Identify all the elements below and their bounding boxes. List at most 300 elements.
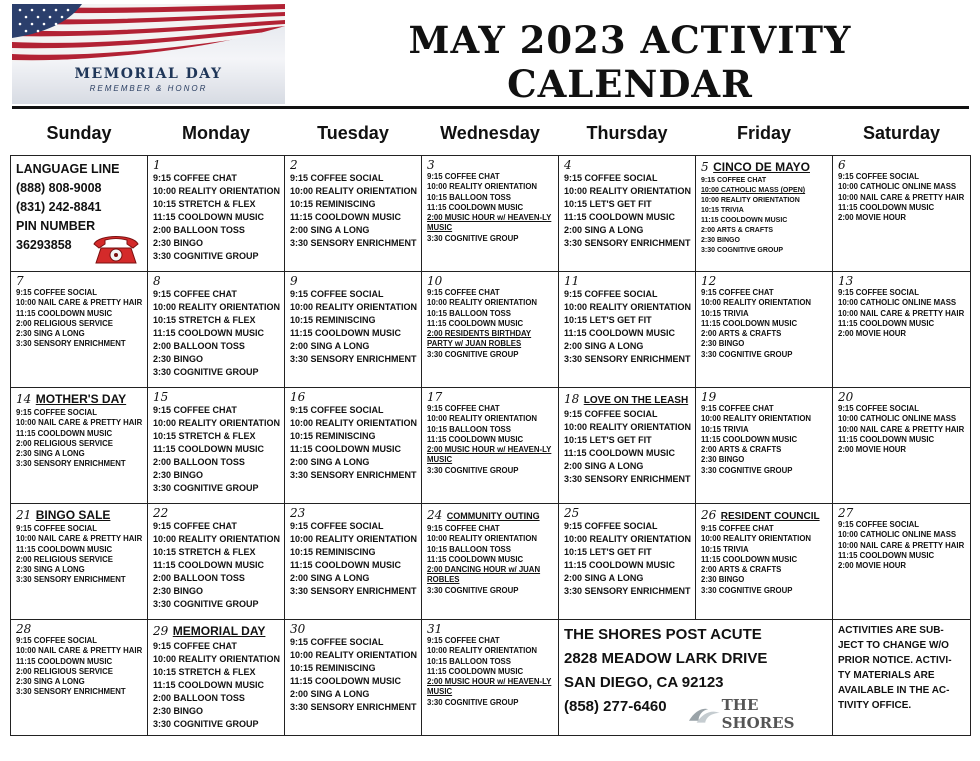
activity-item: 3:30 COGNITIVE GROUP	[427, 233, 519, 243]
activity-item: 9:15 COFFEE SOCIAL	[290, 289, 384, 299]
activity-item: 2:00 BALLOON TOSS	[153, 573, 245, 583]
activity-item: 2:00 BALLOON TOSS	[153, 341, 245, 351]
day-number: 15	[153, 390, 169, 404]
activity-item: 11:15 COOLDOWN MUSIC	[16, 544, 113, 554]
day-cell	[696, 156, 833, 272]
activity-item: 11:15 COOLDOWN MUSIC	[564, 328, 676, 338]
activity-item: 10:00 CATHOLIC MASS (OPEN)	[701, 187, 806, 194]
activity-item: 10:00 REALITY ORIENTATION	[564, 422, 692, 432]
activity-item: 2:00 SING A LONG	[564, 573, 644, 583]
day-cell	[285, 620, 422, 736]
special-event-title: CINCO DE MAYO	[713, 160, 810, 174]
day-cell	[696, 388, 833, 504]
activity-item: 11:15 COOLDOWN MUSIC	[153, 560, 265, 570]
day-header	[701, 506, 828, 524]
notice-text: PRIOR NOTICE. ACTIVI-	[838, 655, 952, 666]
day-cell	[422, 388, 559, 504]
activity-item: 11:15 COOLDOWN MUSIC	[701, 554, 798, 564]
activity-item: 9:15 COFFEE SOCIAL	[290, 173, 384, 183]
day-cell	[285, 156, 422, 272]
day-cell	[285, 504, 422, 620]
activity-item: 9:15 COFFEE SOCIAL	[564, 173, 658, 183]
activity-item: 10:00 NAIL CARE & PRETTY HAIR	[838, 192, 965, 202]
title-divider	[12, 106, 969, 109]
activity-item: 10:15 STRETCH & FLEX	[153, 199, 256, 209]
activity-item: 10:00 REALITY ORIENTATION	[701, 534, 812, 544]
activity-item: 2:00 ARTS & CRAFTS	[701, 445, 782, 455]
day-header	[427, 506, 554, 524]
activity-item: 11:15 COOLDOWN MUSIC	[16, 656, 113, 666]
activity-item: 10:00 REALITY ORIENTATION	[153, 418, 281, 428]
activity-item: 10:15 TRIVIA	[701, 544, 749, 554]
activity-item: 11:15 COOLDOWN MUSIC	[290, 444, 402, 454]
activity-item: 2:00 BALLOON TOSS	[153, 693, 245, 703]
activity-item: 10:00 REALITY ORIENTATION	[290, 186, 418, 196]
day-cell	[422, 504, 559, 620]
banner-subtitle: REMEMBER & HONOR	[89, 84, 208, 93]
activity-item: 11:15 COOLDOWN MUSIC	[153, 444, 265, 454]
activity-item: 2:00 RELIGIOUS SERVICE	[16, 438, 113, 448]
day-cell	[559, 156, 696, 272]
activity-item: 10:15 REMINISCING	[290, 547, 376, 557]
phone-icon	[91, 232, 141, 266]
day-cell	[696, 504, 833, 620]
wave-logo-icon	[687, 701, 722, 727]
activity-item: 3:30 SENSORY ENRICHMENT	[564, 586, 691, 596]
day-number: 3	[427, 158, 435, 172]
day-number: 27	[838, 506, 854, 520]
activity-item: 9:15 COFFEE SOCIAL	[16, 408, 98, 417]
page-title: MAY 2023 ACTIVITY CALENDAR	[408, 18, 852, 106]
activity-item: 11:15 COOLDOWN MUSIC	[838, 434, 935, 444]
activity-item: 11:15 COOLDOWN MUSIC	[427, 434, 524, 444]
activity-item: 2:30 SING A LONG	[16, 329, 85, 339]
week-row	[11, 388, 971, 504]
activity-item: 3:30 SENSORY ENRICHMENT	[564, 354, 691, 364]
day-cell	[422, 620, 559, 736]
activity-item: 10:15 TRIVIA	[701, 308, 749, 318]
activity-item: 11:15 COOLDOWN MUSIC	[701, 217, 788, 224]
weekday-header-row	[11, 112, 971, 156]
day-cell	[148, 388, 285, 504]
activity-item: 2:00 MUSIC HOUR w/ HEAVEN-LY MUSIC	[427, 445, 552, 465]
language-line-phone-1: (888) 808-9008	[16, 181, 102, 195]
day-number: 13	[838, 274, 854, 288]
activity-item: 3:30 COGNITIVE GROUP	[427, 585, 519, 595]
day-cell	[148, 156, 285, 272]
activity-item: 3:30 SENSORY ENRICHMENT	[16, 575, 126, 585]
weekday-header: Monday	[181, 123, 250, 143]
activity-item: 9:15 COFFEE CHAT	[153, 173, 237, 183]
day-number: 12	[701, 274, 717, 288]
day-cell	[559, 504, 696, 620]
activity-item: 11:15 COOLDOWN MUSIC	[16, 308, 113, 318]
pin-number-label: PIN NUMBER	[16, 219, 96, 233]
activity-item: 10:00 CATHOLIC ONLINE MASS	[838, 182, 957, 192]
activity-item: 3:30 SENSORY ENRICHMENT	[290, 238, 417, 248]
activity-item: 9:15 COFFEE SOCIAL	[16, 288, 98, 297]
notice-text: ACTIVITIES ARE SUB-	[838, 625, 944, 636]
day-number: 4	[564, 158, 572, 172]
activity-item: 10:00 REALITY ORIENTATION	[701, 414, 812, 424]
activity-item: 10:00 NAIL CARE & PRETTY HAIR	[16, 298, 143, 308]
activity-item: 3:30 COGNITIVE GROUP	[701, 465, 793, 475]
day-cell	[148, 620, 285, 736]
activity-item: 2:00 SING A LONG	[564, 461, 644, 471]
activity-item: 10:00 REALITY ORIENTATION	[427, 646, 538, 656]
activity-item: 3:30 COGNITIVE GROUP	[427, 697, 519, 707]
activity-item: 3:30 SENSORY ENRICHMENT	[16, 459, 126, 469]
activity-item: 10:00 REALITY ORIENTATION	[290, 302, 418, 312]
activity-item: 10:00 REALITY ORIENTATION	[564, 534, 692, 544]
activity-item: 10:00 REALITY ORIENTATION	[153, 186, 281, 196]
activity-item: 10:15 REMINISCING	[290, 199, 376, 209]
activity-item: 10:00 REALITY ORIENTATION	[427, 534, 538, 544]
day-number: 31	[427, 622, 443, 636]
activity-item: 9:15 COFFEE SOCIAL	[564, 521, 658, 531]
activity-item: 3:30 SENSORY ENRICHMENT	[290, 470, 417, 480]
activity-item: 2:00 DANCING HOUR w/ JUAN ROBLES	[427, 565, 541, 585]
activity-item: 9:15 COFFEE SOCIAL	[838, 172, 920, 181]
day-cell	[11, 388, 148, 504]
activity-item: 10:00 REALITY ORIENTATION	[701, 197, 800, 204]
banner-title: MEMORIAL DAY	[74, 66, 223, 82]
activity-item: 2:00 SING A LONG	[290, 457, 370, 467]
day-header	[564, 390, 691, 408]
activity-item: 9:15 COFFEE SOCIAL	[290, 637, 384, 647]
weekday-header: Sunday	[46, 123, 112, 143]
calendar-grid	[10, 112, 971, 736]
activity-item: 2:00 RELIGIOUS SERVICE	[16, 666, 113, 676]
activity-item: 10:15 BALLOON TOSS	[427, 424, 511, 434]
activity-item: 2:00 ARTS & CRAFTS	[701, 565, 782, 575]
activity-item: 10:00 REALITY ORIENTATION	[290, 418, 418, 428]
special-event-title: MEMORIAL DAY	[172, 624, 266, 638]
activity-item: 2:00 SING A LONG	[564, 225, 644, 235]
activity-item: 10:15 STRETCH & FLEX	[153, 547, 256, 557]
special-event-title: RESIDENT COUNCIL	[720, 511, 820, 522]
activity-item: 10:00 NAIL CARE & PRETTY HAIR	[838, 424, 965, 434]
activity-item: 10:00 REALITY ORIENTATION	[153, 534, 281, 544]
activity-item: 11:15 COOLDOWN MUSIC	[16, 428, 113, 438]
day-number: 14	[16, 392, 32, 406]
week-row	[11, 620, 971, 736]
activity-item: 10:15 STRETCH & FLEX	[153, 315, 256, 325]
activity-item: 11:15 COOLDOWN MUSIC	[153, 212, 265, 222]
activity-item: 10:00 REALITY ORIENTATION	[427, 182, 538, 192]
activity-item: 2:00 RESIDENTS BIRTHDAY PARTY w/ JUAN ROBLES	[427, 329, 532, 349]
activity-item: 9:15 COFFEE SOCIAL	[16, 524, 98, 533]
activity-item: 2:30 BINGO	[153, 706, 204, 716]
activity-item: 10:00 REALITY ORIENTATION	[153, 654, 281, 664]
memorial-day-banner	[12, 4, 285, 104]
activity-item: 10:00 NAIL CARE & PRETTY HAIR	[16, 418, 143, 428]
activity-item: 9:15 COFFEE SOCIAL	[838, 404, 920, 413]
special-event-title: BINGO SALE	[35, 508, 111, 522]
activity-item: 3:30 SENSORY ENRICHMENT	[16, 687, 126, 697]
activity-item: 9:15 COFFEE CHAT	[153, 405, 237, 415]
activity-item: 2:00 BALLOON TOSS	[153, 457, 245, 467]
activity-item: 10:15 BALLOON TOSS	[427, 308, 511, 318]
facility-info-cell	[559, 620, 833, 736]
activity-item: 10:15 LET'S GET FIT	[564, 199, 652, 209]
week-row	[11, 156, 971, 272]
activity-item: 11:15 COOLDOWN MUSIC	[427, 554, 524, 564]
activity-item: 3:30 SENSORY ENRICHMENT	[290, 354, 417, 364]
day-header	[701, 158, 828, 176]
day-number: 5	[701, 160, 709, 174]
activity-item: 11:15 COOLDOWN MUSIC	[290, 676, 402, 686]
activity-item: 2:00 SING A LONG	[290, 573, 370, 583]
week-row	[11, 504, 971, 620]
day-cell	[422, 272, 559, 388]
day-cell	[11, 272, 148, 388]
activity-item: 10:00 REALITY ORIENTATION	[701, 298, 812, 308]
activity-item: 11:15 COOLDOWN MUSIC	[701, 318, 798, 328]
activity-item: 9:15 COFFEE SOCIAL	[290, 521, 384, 531]
activity-item: 9:15 COFFEE SOCIAL	[838, 520, 920, 529]
activity-item: 3:30 COGNITIVE GROUP	[153, 251, 259, 261]
activity-item: 2:00 MUSIC HOUR w/ HEAVEN-LY MUSIC	[427, 213, 552, 233]
activity-item: 2:30 BINGO	[701, 339, 745, 349]
activity-item: 10:00 NAIL CARE & PRETTY HAIR	[16, 646, 143, 656]
activity-item: 9:15 COFFEE CHAT	[153, 521, 237, 531]
activity-item: 10:15 BALLOON TOSS	[427, 544, 511, 554]
notice-cell	[833, 620, 971, 736]
day-number: 17	[427, 390, 443, 404]
activity-item: 9:15 COFFEE SOCIAL	[838, 288, 920, 297]
activity-item: 10:15 BALLOON TOSS	[427, 656, 511, 666]
weekday-header: Tuesday	[317, 123, 389, 143]
activity-item: 9:15 COFFEE CHAT	[701, 524, 774, 533]
day-cell	[559, 272, 696, 388]
activity-item: 2:30 BINGO	[153, 470, 204, 480]
activity-item: 3:30 COGNITIVE GROUP	[427, 349, 519, 359]
activity-item: 11:15 COOLDOWN MUSIC	[838, 202, 935, 212]
activity-item: 3:30 COGNITIVE GROUP	[153, 367, 259, 377]
day-header	[16, 506, 143, 524]
activity-item: 10:00 CATHOLIC ONLINE MASS	[838, 414, 957, 424]
activity-item: 2:30 SING A LONG	[16, 677, 85, 687]
notice-text: AVAILABLE IN THE AC-	[838, 685, 950, 696]
language-line-cell	[11, 156, 148, 272]
facility-street: 2828 MEADOW LARK DRIVE	[564, 650, 768, 667]
day-cell	[833, 388, 971, 504]
special-event-title: LOVE ON THE LEASH	[583, 395, 689, 406]
day-number: 18	[564, 392, 580, 406]
activity-item: 11:15 COOLDOWN MUSIC	[290, 328, 402, 338]
week-row	[11, 272, 971, 388]
activity-item: 10:15 BALLOON TOSS	[427, 192, 511, 202]
day-cell	[148, 504, 285, 620]
facility-name: THE SHORES POST ACUTE	[564, 626, 762, 643]
activity-item: 11:15 COOLDOWN MUSIC	[153, 328, 265, 338]
activity-item: 2:00 BALLOON TOSS	[153, 225, 245, 235]
activity-item: 11:15 COOLDOWN MUSIC	[427, 202, 524, 212]
day-number: 30	[290, 622, 306, 636]
day-number: 23	[290, 506, 306, 520]
day-number: 2	[290, 158, 298, 172]
activity-item: 11:15 COOLDOWN MUSIC	[564, 212, 676, 222]
activity-item: 2:00 MOVIE HOUR	[838, 445, 907, 455]
day-number: 11	[564, 274, 580, 288]
activity-item: 10:00 NAIL CARE & PRETTY HAIR	[16, 534, 143, 544]
activity-item: 9:15 COFFEE SOCIAL	[564, 409, 658, 419]
logo-text: THE SHORES	[721, 696, 795, 732]
notice-text: TY MATERIALS ARE	[838, 670, 935, 681]
day-number: 6	[838, 158, 846, 172]
day-header	[153, 622, 280, 640]
activity-item: 11:15 COOLDOWN MUSIC	[701, 434, 798, 444]
activity-item: 3:30 COGNITIVE GROUP	[427, 465, 519, 475]
activity-item: 10:15 REMINISCING	[290, 663, 376, 673]
activity-item: 10:00 REALITY ORIENTATION	[290, 534, 418, 544]
activity-item: 2:00 ARTS & CRAFTS	[701, 227, 774, 234]
weekday-header: Thursday	[586, 123, 668, 143]
activity-item: 10:15 REMINISCING	[290, 431, 376, 441]
weekday-header: Wednesday	[440, 123, 540, 143]
activity-item: 10:00 REALITY ORIENTATION	[564, 302, 692, 312]
activity-item: 2:00 SING A LONG	[290, 225, 370, 235]
activity-item: 9:15 COFFEE SOCIAL	[290, 405, 384, 415]
activity-item: 10:00 NAIL CARE & PRETTY HAIR	[838, 540, 965, 550]
activity-item: 11:15 COOLDOWN MUSIC	[290, 212, 402, 222]
activity-item: 10:00 REALITY ORIENTATION	[427, 414, 538, 424]
activity-item: 3:30 COGNITIVE GROUP	[153, 719, 259, 729]
day-number: 10	[427, 274, 443, 288]
activity-item: 10:00 REALITY ORIENTATION	[427, 298, 538, 308]
day-number: 28	[16, 622, 32, 636]
language-line-phone-2: (831) 242-8841	[16, 200, 102, 214]
activity-item: 10:00 REALITY ORIENTATION	[153, 302, 281, 312]
activity-item: 2:00 SING A LONG	[564, 341, 644, 351]
activity-item: 10:15 STRETCH & FLEX	[153, 667, 256, 677]
day-number: 8	[153, 274, 161, 288]
weekday-header: Friday	[736, 123, 792, 143]
activity-item: 3:30 SENSORY ENRICHMENT	[290, 702, 417, 712]
activity-item: 11:15 COOLDOWN MUSIC	[838, 318, 935, 328]
activity-item: 2:00 MOVIE HOUR	[838, 561, 907, 571]
day-cell	[422, 156, 559, 272]
activity-item: 2:30 SING A LONG	[16, 565, 85, 575]
day-number: 1	[153, 158, 161, 172]
pin-number-value: 36293858	[16, 238, 72, 252]
language-line-title: LANGUAGE LINE	[16, 162, 120, 176]
activity-item: 2:00 ARTS & CRAFTS	[701, 329, 782, 339]
activity-item: 9:15 COFFEE CHAT	[153, 289, 237, 299]
day-cell	[285, 272, 422, 388]
activity-item: 9:15 COFFEE CHAT	[701, 177, 767, 184]
activity-item: 2:00 RELIGIOUS SERVICE	[16, 554, 113, 564]
activity-item: 9:15 COFFEE CHAT	[427, 288, 500, 297]
activity-item: 3:30 SENSORY ENRICHMENT	[290, 586, 417, 596]
activity-item: 3:30 COGNITIVE GROUP	[701, 585, 793, 595]
activity-item: 9:15 COFFEE SOCIAL	[564, 289, 658, 299]
notice-text: TIVITY OFFICE.	[838, 700, 912, 711]
activity-item: 11:15 COOLDOWN MUSIC	[838, 550, 935, 560]
day-number: 21	[16, 508, 32, 522]
special-event-title: COMMUNITY OUTING	[446, 511, 540, 521]
activity-item: 9:15 COFFEE CHAT	[427, 404, 500, 413]
activity-item: 3:30 COGNITIVE GROUP	[153, 483, 259, 493]
activity-item: 3:30 COGNITIVE GROUP	[701, 349, 793, 359]
activity-item: 2:30 BINGO	[701, 455, 745, 465]
activity-item: 10:00 NAIL CARE & PRETTY HAIR	[838, 308, 965, 318]
day-cell	[559, 388, 696, 504]
activity-item: 2:00 MUSIC HOUR w/ HEAVEN-LY MUSIC	[427, 677, 552, 697]
activity-item: 9:15 COFFEE CHAT	[427, 172, 500, 181]
day-cell	[11, 504, 148, 620]
activity-item: 3:30 SENSORY ENRICHMENT	[564, 238, 691, 248]
activity-item: 2:00 MOVIE HOUR	[838, 213, 907, 223]
day-cell	[833, 504, 971, 620]
day-number: 7	[16, 274, 24, 288]
activity-item: 9:15 COFFEE CHAT	[701, 404, 774, 413]
activity-item: 3:30 COGNITIVE GROUP	[701, 247, 784, 254]
activity-item: 10:15 TRIVIA	[701, 424, 749, 434]
activity-item: 11:15 COOLDOWN MUSIC	[427, 666, 524, 676]
day-number: 16	[290, 390, 306, 404]
weekday-header: Saturday	[862, 123, 941, 143]
activity-item: 10:00 CATHOLIC ONLINE MASS	[838, 298, 957, 308]
day-number: 26	[701, 508, 717, 522]
day-cell	[833, 272, 971, 388]
activity-item: 10:00 REALITY ORIENTATION	[290, 650, 418, 660]
activity-item: 10:15 TRIVIA	[701, 207, 744, 214]
activity-item: 9:15 COFFEE CHAT	[153, 641, 237, 651]
activity-item: 9:15 COFFEE CHAT	[427, 524, 500, 533]
activity-item: 10:00 REALITY ORIENTATION	[564, 186, 692, 196]
activity-item: 2:30 BINGO	[153, 586, 204, 596]
day-number: 24	[427, 508, 443, 522]
special-event-title: MOTHER'S DAY	[35, 392, 127, 406]
day-cell	[696, 272, 833, 388]
activity-item: 2:30 BINGO	[153, 238, 204, 248]
activity-item: 11:15 COOLDOWN MUSIC	[427, 318, 524, 328]
activity-item: 11:15 COOLDOWN MUSIC	[290, 560, 402, 570]
activity-item: 2:00 SING A LONG	[290, 689, 370, 699]
activity-item: 11:15 COOLDOWN MUSIC	[564, 560, 676, 570]
activity-item: 10:00 CATHOLIC ONLINE MASS	[838, 530, 957, 540]
day-number: 22	[153, 506, 169, 520]
activity-item: 2:30 SING A LONG	[16, 449, 85, 459]
activity-item: 2:30 BINGO	[701, 575, 745, 585]
activity-item: 10:15 LET'S GET FIT	[564, 547, 652, 557]
day-header	[16, 390, 143, 408]
facility-city: SAN DIEGO, CA 92123	[564, 674, 724, 691]
activity-item: 9:15 COFFEE SOCIAL	[16, 636, 98, 645]
day-number: 25	[564, 506, 580, 520]
activity-item: 9:15 COFFEE CHAT	[427, 636, 500, 645]
day-number: 20	[838, 390, 854, 404]
activity-item: 10:15 LET'S GET FIT	[564, 315, 652, 325]
day-number: 9	[290, 274, 298, 288]
activity-item: 11:15 COOLDOWN MUSIC	[564, 448, 676, 458]
day-cell	[11, 620, 148, 736]
activity-item: 3:30 SENSORY ENRICHMENT	[564, 474, 691, 484]
activity-item: 10:15 STRETCH & FLEX	[153, 431, 256, 441]
day-cell	[285, 388, 422, 504]
activity-item: 10:15 REMINISCING	[290, 315, 376, 325]
activity-item: 2:00 RELIGIOUS SERVICE	[16, 318, 113, 328]
activity-item: 9:15 COFFEE CHAT	[701, 288, 774, 297]
activity-item: 11:15 COOLDOWN MUSIC	[153, 680, 265, 690]
activity-item: 2:30 BINGO	[701, 237, 740, 244]
notice-text: JECT TO CHANGE W/O	[838, 640, 949, 651]
day-number: 19	[701, 390, 717, 404]
activity-item: 3:30 COGNITIVE GROUP	[153, 599, 259, 609]
activity-item: 2:00 SING A LONG	[290, 341, 370, 351]
